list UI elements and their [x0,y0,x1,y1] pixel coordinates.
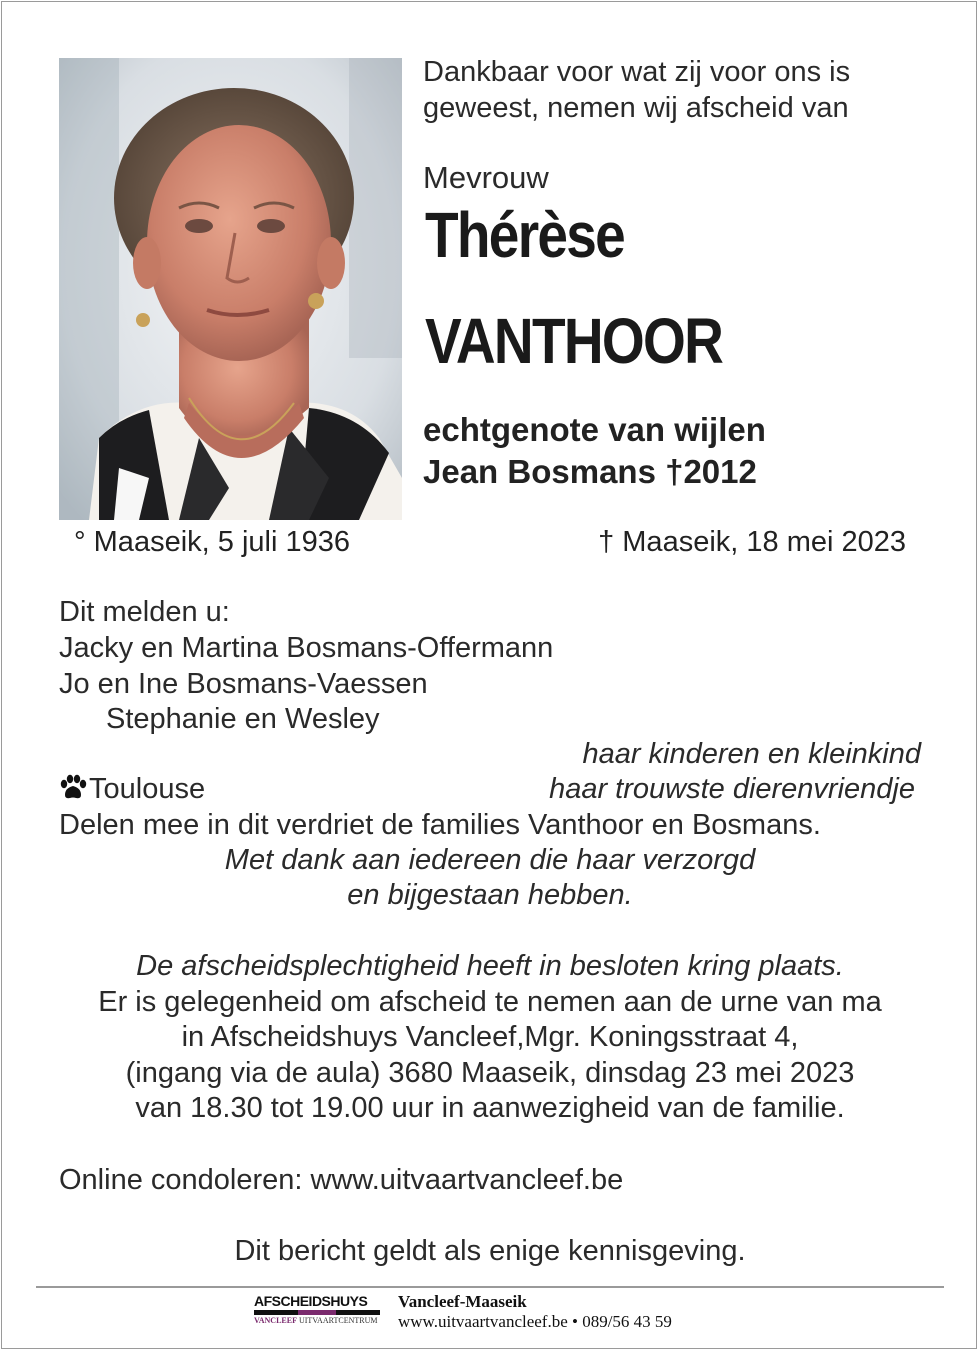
logo-right: UITVAARTCENTRUM [298,1316,378,1325]
pet-name: Toulouse [89,773,206,805]
logo-bar [254,1310,382,1315]
last-name: VANTHOOR [425,305,723,377]
spouse-info [423,409,766,493]
birth-date: ° Maaseik, 5 juli 1936 [74,526,350,558]
ceremony-line: Er is gelegenheid om afscheid te nemen aan de urne van ma [98,986,882,1018]
notice-line: Dit bericht geldt als enige kennisgeving. [234,1235,746,1267]
footer-contact [398,1292,672,1332]
thanks-line: en bijgestaan hebben. [347,879,633,911]
footer-divider [36,1286,944,1288]
ceremony-line: De afscheidsplechtigheid heeft in besloten kring plaats. [136,950,844,982]
logo-left: VANCLEEF [254,1316,297,1325]
ceremony-line: in Afscheidshuys Vancleef,Mgr. Koningsstraat 4, [181,1021,799,1053]
intro-text [423,54,943,126]
announcers-heading: Dit melden u: [59,596,230,628]
funeral-home-logo [254,1293,382,1329]
intro-line: geweest, nemen wij afscheid van [423,92,849,124]
intro-line: Dankbaar voor wat zij voor ons is [423,56,851,88]
spouse-line: Jean Bosmans †2012 [423,453,757,490]
announcer-line: Jacky en Martina Bosmans-Offermann [59,632,554,664]
portrait-photo [59,58,402,520]
honorific: Mevrouw [423,160,549,195]
logo-subline [254,1316,382,1326]
thanks-line: Met dank aan iedereen die haar verzorgd [224,844,756,876]
paw-icon [59,774,87,808]
pet-line [59,773,205,808]
spouse-line: echtgenote van wijlen [423,411,766,448]
families-line: Delen mee in dit verdriet de families Vanthoor en Bosmans. [59,809,821,841]
firm-name: Vancleef-Maaseik [398,1292,527,1311]
grandchild-line: Stephanie en Wesley [106,703,380,735]
relation-children: haar kinderen en kleinkind [582,738,921,770]
logo-wordmark: AFSCHEIDSHUYS [254,1293,368,1309]
relation-pet: haar trouwste dierenvriendje [549,773,915,805]
contact-info: www.uitvaartvancleef.be • 089/56 43 59 [398,1312,672,1331]
online-condolence: Online condoleren: www.uitvaartvancleef.be [59,1164,624,1196]
ceremony-line: (ingang via de aula) 3680 Maaseik, dinsdag 23 mei 2023 [125,1057,855,1089]
announcer-line: Jo en Ine Bosmans-Vaessen [59,668,428,700]
ceremony-line: van 18.30 tot 19.00 uur in aanwezigheid van de familie. [135,1092,845,1124]
death-date: † Maaseik, 18 mei 2023 [598,526,906,558]
first-name: Thérèse [425,199,625,271]
